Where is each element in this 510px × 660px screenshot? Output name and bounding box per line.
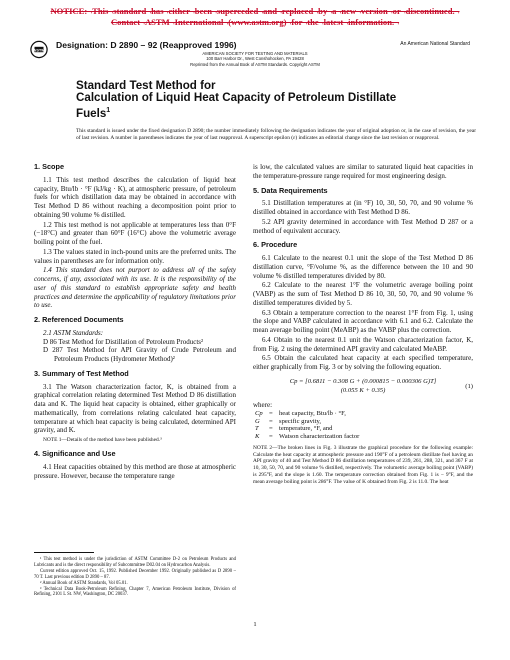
where-label: where:: [253, 401, 273, 410]
publisher-info: [0, 51, 510, 67]
variable-row: T = temperature, °F, and: [255, 425, 333, 432]
title-line-1: Standard Test Method for: [76, 79, 216, 92]
variable-list: [253, 410, 473, 440]
variable-row: Cp = heat capacity, Btu/lb · °F,: [255, 410, 346, 417]
svg-text:ASTM: ASTM: [33, 47, 45, 53]
heat-capacity-equation: [253, 378, 473, 396]
paragraph: 4.1 Heat capacities obtained by this method are those at atmospheric pressure. However, because the temperature range: [34, 462, 236, 480]
reference-item: D 86 Test Method for Distillation of Petroleum Products²: [43, 337, 204, 346]
equation-denominator: (0.055 K + 0.35): [340, 386, 386, 394]
note-2: NOTE 2—The broken lines in Fig. 3 illustrate the graphical procedure for the following example: Calculate the heat capacity at atmospheric pressure and 190°F of a petroleum distillate fuel having an API gravity of 40 and Test Method D 86 distillation temperatures of 239, 261, 288, 321, and 367 F at 10, 30, 50, 70, and 90 volume % distilled, respectively. The volumetric average boiling point (VABP) is 295°F, and the slope is 1.60. The temperature correction obtained from Fig. 1 is − 9°F, and the mean average boiling point is 286°F. The value of K obtained from Fig. 2 is 11.0. The heat: [253, 445, 473, 485]
reprint-note: Reprinted from the Annual Book of ASTM Standards. Copyright ASTM: [190, 61, 320, 67]
contact-notice: Contact¬ASTM¬International¬(www.astm.org)¬for¬the¬latest¬information.¬: [110, 17, 400, 27]
footnote: ³ Technical Data Book-Petroleum Refining, Chapter 7, American Petroleum Institute, Division of Refining, 2101 L St. NW, Washington, DC 20037.: [34, 586, 236, 598]
equation-numerator: Cp = [0.6811 − 0.308 G + (0.000815 − 0.000306 G)T]: [289, 377, 437, 385]
left-column: [34, 163, 236, 481]
footnote: Current edition approved Oct. 15, 1992. Published December 1992. Originally published as D 2890 – 70 T. Last previous edition D 2890 – 87.: [34, 568, 236, 580]
paragraph: 6.3 Obtain a temperature correction to the nearest 1°F from Fig. 1, using the slope and VABP calculated in accordance with 6.1 and 6.2. Calculate the mean average boiling point (MeABP) as the VABP plus the correction.: [253, 308, 473, 334]
note-1: NOTE 1—Details of the method have been published.³: [43, 437, 162, 443]
paragraph: 5.1 Distillation temperatures at (in °F) 10, 30, 50, 70, and 90 volume % distilled obtained in accordance with Test Method D 86.: [253, 199, 473, 216]
reference-item: D 287 Test Method for API Gravity of Crude Petroleum and Petroleum Products (Hydrometer Method)²: [43, 346, 236, 363]
paragraph: 6.1 Calculate to the nearest 0.1 unit the slope of the Test Method D 86 distillation curve, °F/volume %, as the difference between the 10 and 90 volume % distilled temperatures divided by 80.: [253, 254, 473, 280]
footnotes: [34, 557, 236, 598]
variable-row: K = Watson characterization factor: [255, 432, 360, 440]
publisher-address: 100 Barr Harbor Dr., West Conshohocken, PA 19428: [206, 56, 304, 62]
section-heading: 6. Procedure: [253, 240, 298, 250]
paragraph: is low, the calculated values are similar to saturated liquid heat capacities in the temperature-pressure range required for most engineering design.: [253, 163, 473, 180]
section-heading: 5. Data Requirements: [253, 185, 328, 195]
title-line-2: Calculation of Liquid Heat Capacity of Petroleum Distillate: [76, 91, 397, 105]
paragraph: 1.1 This test method describes the calculation of liquid heat capacity, Btu/lb · °F (kJ/kg · K), at atmospheric pressure, of petroleum fuels for which distillation data may be obtained in accordance with Test Method D 86 without reaching a decomposition point prior to obtaining 90 volume % distilled.: [34, 175, 236, 219]
paragraph: 1.2 This test method is not applicable at temperatures less than 0°F (−18°C) and greater than 60°F (16°C) above the volumetric average boiling point of the fuel.: [34, 220, 236, 246]
footnote-divider: [34, 552, 94, 553]
safety-paragraph: 1.4 This standard does not purport to address all of the safety concerns, if any, associated with its use. It is the responsibility of the user of this standard to establish appropriate safety and health practices and determine the applicability of regulatory limitations prior to use.: [34, 266, 236, 310]
issuance-note: This standard is issued under the fixed designation D 2890; the number immediately following the designation indicates the year of original adoption or, in the case of revision, the year of last revision. A number in parentheses indicates the year of last reapproval. A superscript epsilon (ε) indicates an editorial change since the last revision or reapproval.: [76, 128, 476, 142]
reference-heading: 2.1 ASTM Standards:: [43, 328, 104, 337]
title-line-3: Fuels$^1$: [76, 106, 111, 120]
section-heading: 4. Significance and Use: [34, 449, 116, 458]
document-title: [76, 80, 476, 120]
paragraph: 3.1 The Watson characterization factor, K, is obtained from a graphical correlation relating determined Test Method D 86 distillation data and K. The liquid heat capacity is obtained, either graphically or mathematically, from correlations relating calculated heat capacity, temperature at which heat capacity is being calculated, determined API gravity, and K.: [34, 382, 236, 435]
footnote: ² Annual Book of ASTM Standards, Vol 05.01.: [40, 580, 128, 586]
paragraph: 6.5 Obtain the calculated heat capacity at each specified temperature, either graphically from Fig. 3 or by solving the following equation.: [253, 354, 473, 371]
designation: Designation: D 2890 – 92 (Reapproved 1996): [56, 40, 237, 50]
supersede-notice: NOTICE:¬This¬standard¬has¬either¬been¬superceded¬and¬replaced¬by¬a¬new¬version¬or¬discontinued.¬: [50, 6, 460, 16]
page-number: 1: [253, 621, 257, 628]
variable-row: G = specific gravity,: [255, 417, 322, 425]
paragraph: 1.3 The values stated in inch-pound units are the preferred units. The values in parentheses are for information only.: [34, 247, 236, 265]
equation-number: (1): [465, 382, 473, 390]
section-heading: 1. Scope: [34, 162, 65, 171]
american-national-standard: An American National Standard: [400, 41, 470, 47]
publisher-name: AMERICAN SOCIETY FOR TESTING AND MATERIALS: [202, 51, 308, 56]
footnote: ¹ This test method is under the jurisdiction of ASTM Committee D-2 on Petroleum Products and Lubricants and is the direct responsibility of Subcommittee D02.04 on Hydrocarbon Analysis.: [34, 557, 236, 568]
section-heading: 3. Summary of Test Method: [34, 368, 129, 378]
paragraph: 6.2 Calculate to the nearest 1°F the volumetric average boiling point (VABP) as the sum of Test Method D 86 10, 30, 50, 70, and 90 volume % distilled temperatures divided by 5.: [253, 281, 473, 307]
paragraph: 5.2 API gravity determined in accordance with Test Method D 287 or a method of equivalent accuracy.: [253, 217, 473, 235]
right-column: [253, 163, 473, 485]
reference-list: [34, 329, 236, 364]
section-heading: 2. Referenced Documents: [34, 315, 124, 324]
paragraph: 6.4 Obtain to the nearest 0.1 unit the Watson characterization factor, K, from Fig. 2 using the determined API gravity and calculated MeABP.: [253, 335, 473, 353]
